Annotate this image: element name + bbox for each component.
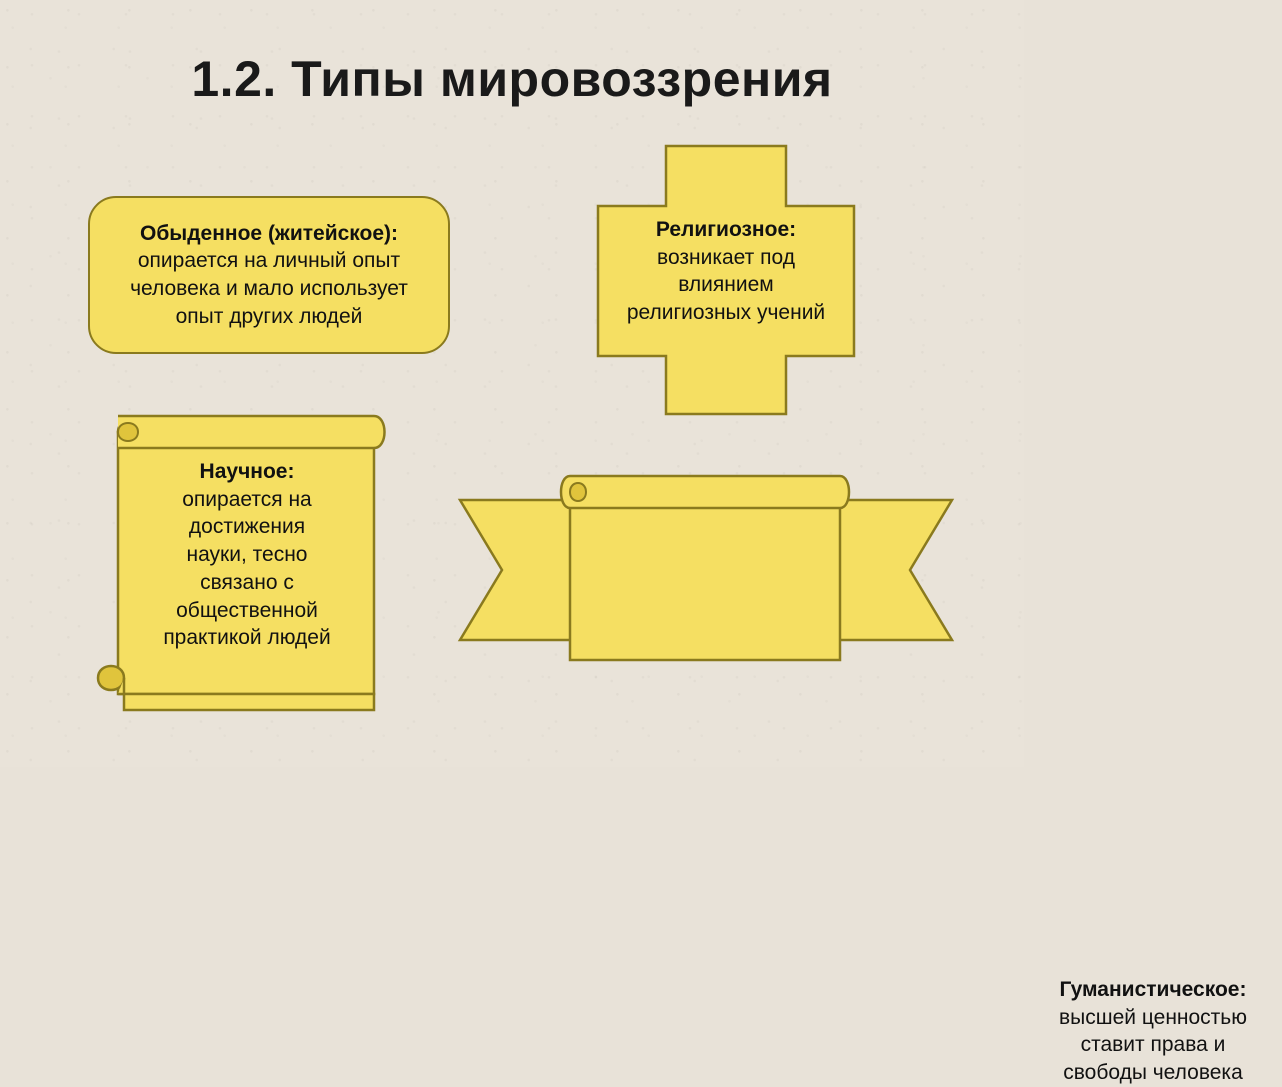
concept-line: религиозных учений: [626, 301, 826, 325]
concept-box-humanist: [452, 470, 1247, 1085]
concept-box-science: [96, 414, 396, 712]
concept-line: человека и мало использует: [130, 277, 408, 300]
concept-line: свободы человека: [1063, 1061, 1243, 1085]
concept-line: связано с: [200, 570, 294, 594]
concept-line: общественной: [176, 598, 318, 622]
concept-text-science: [118, 458, 376, 652]
concept-line: опирается на личный опыт: [137, 249, 401, 273]
concept-text-religious: [604, 216, 848, 327]
page-title: 1.2. Типы мировоззрения: [191, 51, 833, 107]
concept-heading-ordinary: Обыденное (житейское):: [139, 221, 399, 245]
concept-line: ставит права и: [1080, 1033, 1226, 1057]
concept-line: практикой людей: [163, 626, 331, 650]
concept-text-ordinary: [130, 220, 408, 331]
concept-heading-humanist: Гуманистическое:: [1059, 978, 1247, 1001]
concept-line: достижения: [188, 515, 306, 539]
concept-line: возникает под: [657, 245, 795, 269]
concept-line: высшей ценностью: [1059, 1005, 1247, 1029]
concept-line: науки, тесно: [186, 543, 308, 567]
ribbon-icon: [452, 470, 960, 670]
concept-heading-religious: Религиозное:: [655, 218, 797, 241]
concept-box-ordinary: [88, 196, 450, 354]
concept-text-humanist: [1024, 976, 1282, 1087]
concept-box-religious: [596, 144, 856, 416]
concept-heading-science: Научное:: [199, 460, 295, 483]
concept-line: опирается на: [182, 487, 312, 511]
concept-line: влиянием: [678, 273, 774, 297]
concept-line: опыт других людей: [175, 304, 363, 328]
